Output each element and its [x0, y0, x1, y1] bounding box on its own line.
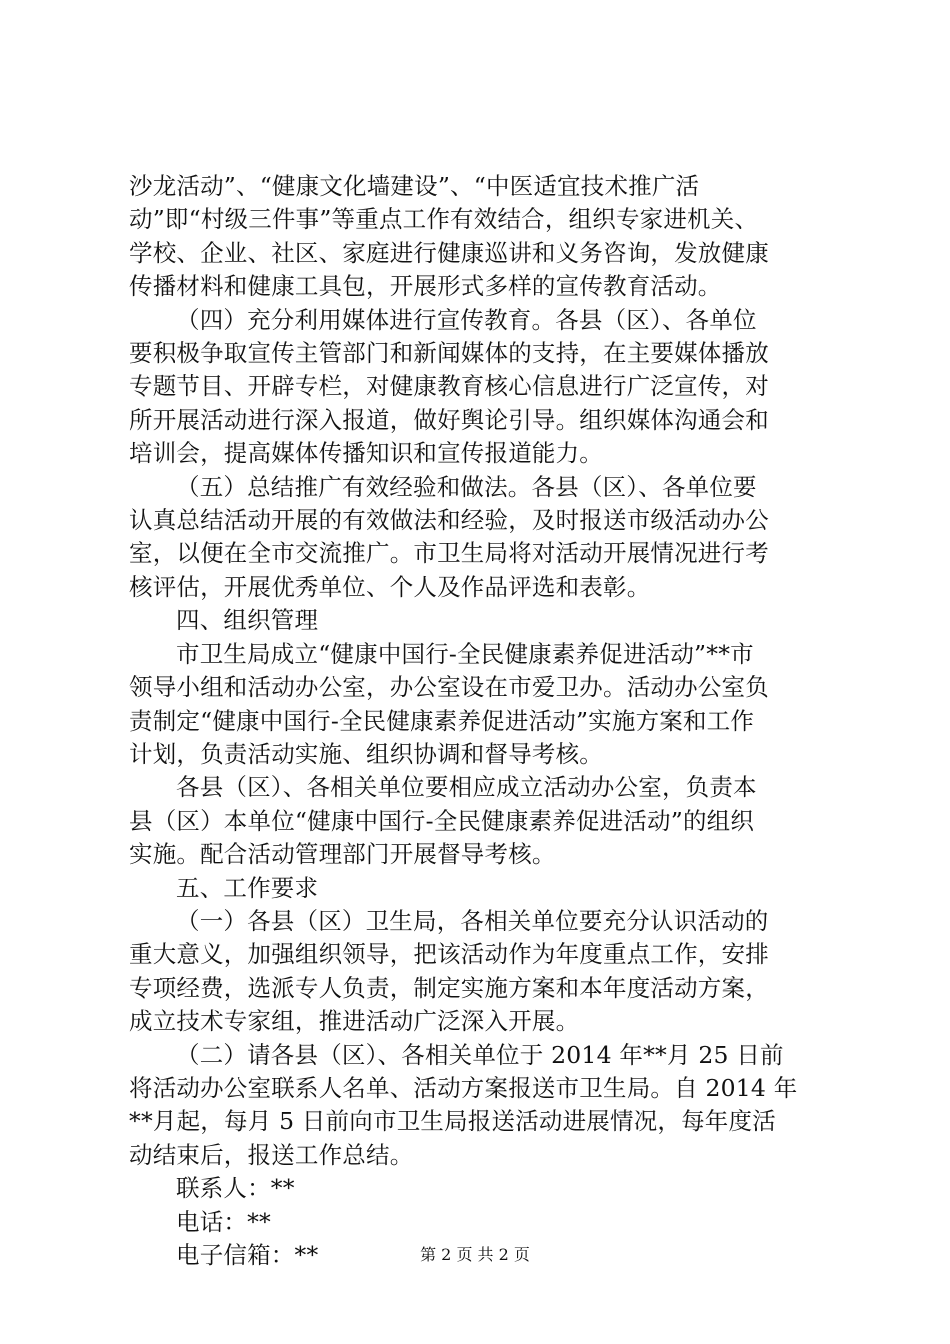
text-line: 各县（区）、各相关单位要相应成立活动办公室，负责本 — [176, 773, 757, 802]
text-line: 联系人：** — [176, 1174, 295, 1203]
text-line: 动”即“村级三件事”等重点工作有效结合，组织专家进机关、 — [129, 205, 759, 234]
text-line: 将活动办公室联系人名单、活动方案报送市卫生局。自 2014 年 — [129, 1073, 798, 1102]
text-line: 要积极争取宣传主管部门和新闻媒体的支持，在主要媒体播放 — [129, 339, 769, 368]
text-line: 责制定“健康中国行-全民健康素养促进活动”实施方案和工作 — [129, 706, 755, 735]
text-line: 电话：** — [176, 1207, 271, 1236]
text-line: 培训会，提高媒体传播知识和宣传报道能力。 — [129, 439, 603, 468]
text-line: 所开展活动进行深入报道，做好舆论引导。组织媒体沟通会和 — [129, 405, 769, 434]
paragraph-p-phone — [129, 1206, 829, 1239]
text-line: 县（区）本单位“健康中国行-全民健康素养促进活动”的组织 — [129, 806, 755, 835]
paragraph-p-contact — [129, 1172, 829, 1205]
paragraph-p-media — [129, 304, 829, 471]
text-line: （四）充分利用媒体进行宣传教育。各县（区）、各单位 — [176, 305, 757, 334]
text-line: 沙龙活动”、“健康文化墙建设”、“中医适宜技术推广活 — [129, 172, 700, 200]
text-line: 电子信箱：** — [176, 1241, 319, 1269]
text-line: 认真总结活动开展的有效做法和经验，及时报送市级活动办公 — [129, 506, 769, 535]
text-line: 传播材料和健康工具包，开展形式多样的宣传教育活动。 — [129, 272, 722, 301]
text-line: 五、工作要求 — [176, 873, 319, 902]
paragraph-p-county-office — [129, 771, 829, 871]
text-line: 成立技术专家组，推进活动广泛深入开展。 — [129, 1007, 580, 1036]
text-line: 学校、企业、社区、家庭进行健康巡讲和义务咨询，发放健康 — [129, 238, 769, 267]
text-line: 实施。配合活动管理部门开展督导考核。 — [129, 840, 556, 869]
paragraph-p-leadership — [129, 638, 829, 772]
text-line: （一）各县（区）卫生局，各相关单位要充分认识活动的 — [176, 906, 769, 935]
paragraph-h-management — [129, 604, 829, 637]
text-line: 四、组织管理 — [176, 606, 319, 635]
text-line: （二）请各县（区）、各相关单位于 2014 年**月 25 日前 — [176, 1040, 784, 1069]
text-line: 重大意义，加强组织领导，把该活动作为年度重点工作，安排 — [129, 940, 769, 969]
text-line: （五）总结推广有效经验和做法。各县（区）、各单位要 — [176, 472, 757, 501]
text-line: 专题节目、开辟专栏，对健康教育核心信息进行广泛宣传，对 — [129, 372, 769, 401]
text-line: 动结束后，报送工作总结。 — [129, 1140, 414, 1169]
text-line: 市卫生局成立“健康中国行-全民健康素养促进活动”**市 — [176, 639, 754, 668]
text-line: 专项经费，选派专人负责，制定实施方案和本年度活动方案， — [129, 973, 769, 1002]
paragraph-p-continued — [129, 170, 829, 304]
paragraph-p-summary — [129, 471, 829, 605]
document-body — [129, 170, 829, 1272]
paragraph-p-req-2 — [129, 1039, 829, 1173]
text-line: 室，以便在全市交流推广。市卫生局将对活动开展情况进行考 — [129, 539, 769, 568]
text-line: 领导小组和活动办公室，办公室设在市爱卫办。活动办公室负 — [129, 673, 769, 702]
paragraph-h-requirements — [129, 872, 829, 905]
text-line: **月起，每月 5 日前向市卫生局报送活动进展情况，每年度活 — [129, 1107, 776, 1136]
text-line: 核评估，开展优秀单位、个人及作品评选和表彰。 — [129, 572, 651, 601]
page-footer: 第 2 页 共 2 页 — [420, 1245, 530, 1264]
text-line: 计划，负责活动实施、组织协调和督导考核。 — [129, 739, 603, 768]
paragraph-p-req-1 — [129, 905, 829, 1039]
